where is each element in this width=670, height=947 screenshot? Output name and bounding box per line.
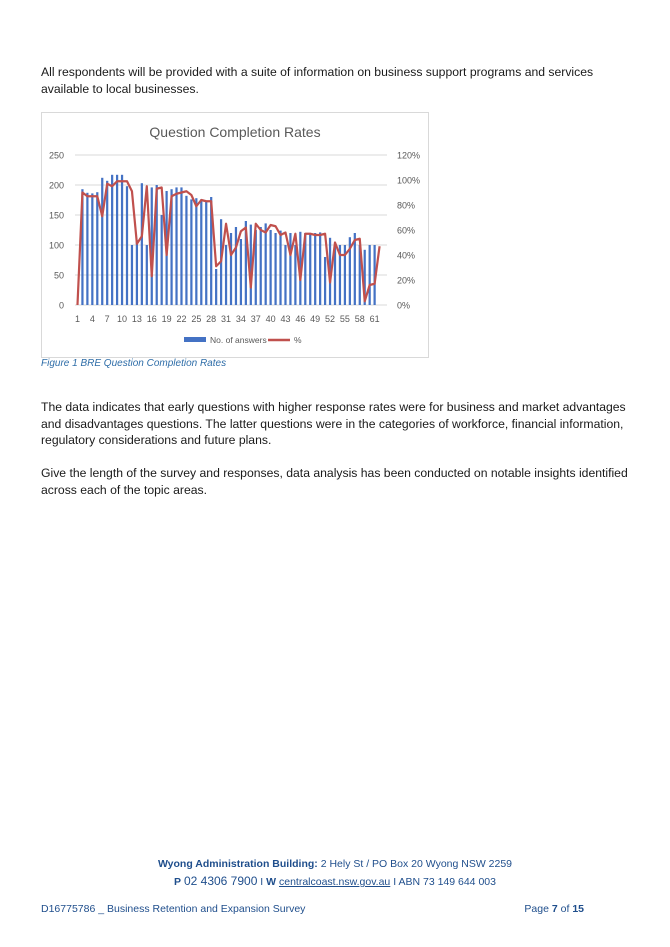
x-tick-label: 1 — [74, 314, 80, 324]
y-tick-label: 150 — [48, 210, 64, 221]
page-label: Page — [524, 903, 549, 915]
bar — [96, 192, 98, 305]
legend-line-label: % — [294, 335, 302, 345]
intro-paragraph: All respondents will be provided with a suite of information on business support programs and services available to local businesses. — [41, 65, 594, 96]
document-reference: D16775786 _ Business Retention and Expansion Survey — [41, 903, 306, 915]
bar — [314, 233, 316, 305]
bar — [146, 245, 148, 305]
x-tick-label: 46 — [295, 314, 306, 324]
legend-bar-swatch — [184, 337, 206, 342]
x-tick-label: 22 — [176, 314, 187, 324]
bar — [205, 201, 207, 305]
page-of: of — [560, 903, 570, 915]
x-tick-label: 25 — [191, 314, 202, 324]
bar — [309, 233, 311, 305]
bar — [324, 257, 326, 305]
x-tick-label: 28 — [206, 314, 217, 324]
bar — [126, 186, 128, 305]
web-label: W — [266, 876, 277, 888]
data-indicates-paragraph: The data indicates that early questions with higher response rates were for business and market advantages and disadvantages questions. The latter questions were in the categories of workforce, financial information, regulatory considerations and future plans. — [41, 400, 626, 447]
x-tick-label: 34 — [235, 314, 246, 324]
separator: I — [393, 876, 397, 888]
bar — [111, 175, 113, 305]
x-tick-label: 43 — [280, 314, 291, 324]
building-address: 2 Hely St / PO Box 20 Wyong NSW 2259 — [320, 858, 513, 870]
separator: I — [260, 876, 264, 888]
bar — [270, 230, 272, 305]
bar — [279, 231, 281, 305]
bar — [284, 245, 286, 305]
x-tick-label: 19 — [161, 314, 172, 324]
bar — [265, 223, 267, 305]
x-tick-label: 40 — [265, 314, 276, 324]
chart-title: Question Completion Rates — [149, 124, 321, 140]
x-tick-label: 61 — [369, 314, 380, 324]
bar — [141, 183, 143, 305]
phone-label: P — [174, 876, 182, 888]
bar — [215, 269, 217, 305]
y-tick-label: 50 — [53, 270, 64, 281]
page-total: 15 — [572, 903, 584, 915]
bar — [274, 233, 276, 305]
bar — [200, 199, 202, 305]
bar — [161, 215, 163, 305]
website-link[interactable]: centralcoast.nsw.gov.au — [278, 876, 391, 888]
bar — [289, 233, 291, 305]
x-tick-label: 52 — [325, 314, 336, 324]
bar — [319, 232, 321, 305]
building-label: Wyong Administration Building: — [157, 858, 318, 870]
x-tick-label: 13 — [131, 314, 142, 324]
bar — [294, 245, 296, 305]
y-tick-label: 200 — [48, 180, 64, 191]
bar — [185, 196, 187, 305]
y2-tick-label: 100% — [397, 175, 421, 186]
bar — [354, 233, 356, 305]
bar — [121, 175, 123, 305]
y2-tick-label: 20% — [397, 275, 416, 286]
y2-tick-label: 0% — [397, 300, 411, 311]
bar — [136, 240, 138, 305]
x-tick-label: 37 — [250, 314, 261, 324]
bar — [86, 193, 88, 305]
y-tick-label: 250 — [48, 150, 64, 161]
analysis-paragraph: Give the length of the survey and responses, data analysis has been conducted on notable insights identified across each of the topic areas. — [41, 466, 628, 497]
bar — [260, 227, 262, 305]
bar — [190, 199, 192, 305]
y2-tick-label: 80% — [397, 200, 416, 211]
abn: ABN 73 149 644 003 — [398, 876, 496, 888]
y-tick-label: 0 — [58, 300, 64, 311]
page-current: 7 — [551, 903, 558, 915]
bar — [235, 227, 237, 305]
chart-canvas — [42, 113, 428, 357]
bar — [116, 175, 118, 305]
x-tick-label: 31 — [221, 314, 232, 324]
legend-bar-label: No. of answers — [210, 335, 267, 345]
y-tick-label: 100 — [48, 240, 64, 251]
bar — [240, 239, 242, 305]
phone-number: 02 4306 7900 — [183, 874, 258, 888]
figure-caption: Figure 1 BRE Question Completion Rates — [41, 358, 227, 369]
footer-contact — [0, 874, 670, 888]
bar — [180, 187, 182, 305]
bar — [369, 245, 371, 305]
bar — [195, 198, 197, 305]
y2-tick-label: 60% — [397, 225, 416, 236]
x-tick-label: 58 — [354, 314, 365, 324]
y2-tick-label: 40% — [397, 250, 416, 261]
bar — [91, 193, 93, 305]
bar — [131, 245, 133, 305]
bar — [101, 178, 103, 305]
x-tick-label: 7 — [104, 314, 110, 324]
footer-address — [0, 858, 670, 870]
x-tick-label: 16 — [146, 314, 157, 324]
y2-tick-label: 120% — [397, 150, 421, 161]
bar — [225, 245, 227, 305]
page-number — [524, 903, 584, 915]
bar — [106, 181, 108, 305]
x-tick-label: 4 — [89, 314, 95, 324]
x-tick-label: 49 — [310, 314, 321, 324]
x-tick-label: 55 — [339, 314, 350, 324]
bar — [175, 187, 177, 305]
completion-rates-chart — [41, 112, 429, 358]
x-tick-label: 10 — [117, 314, 128, 324]
